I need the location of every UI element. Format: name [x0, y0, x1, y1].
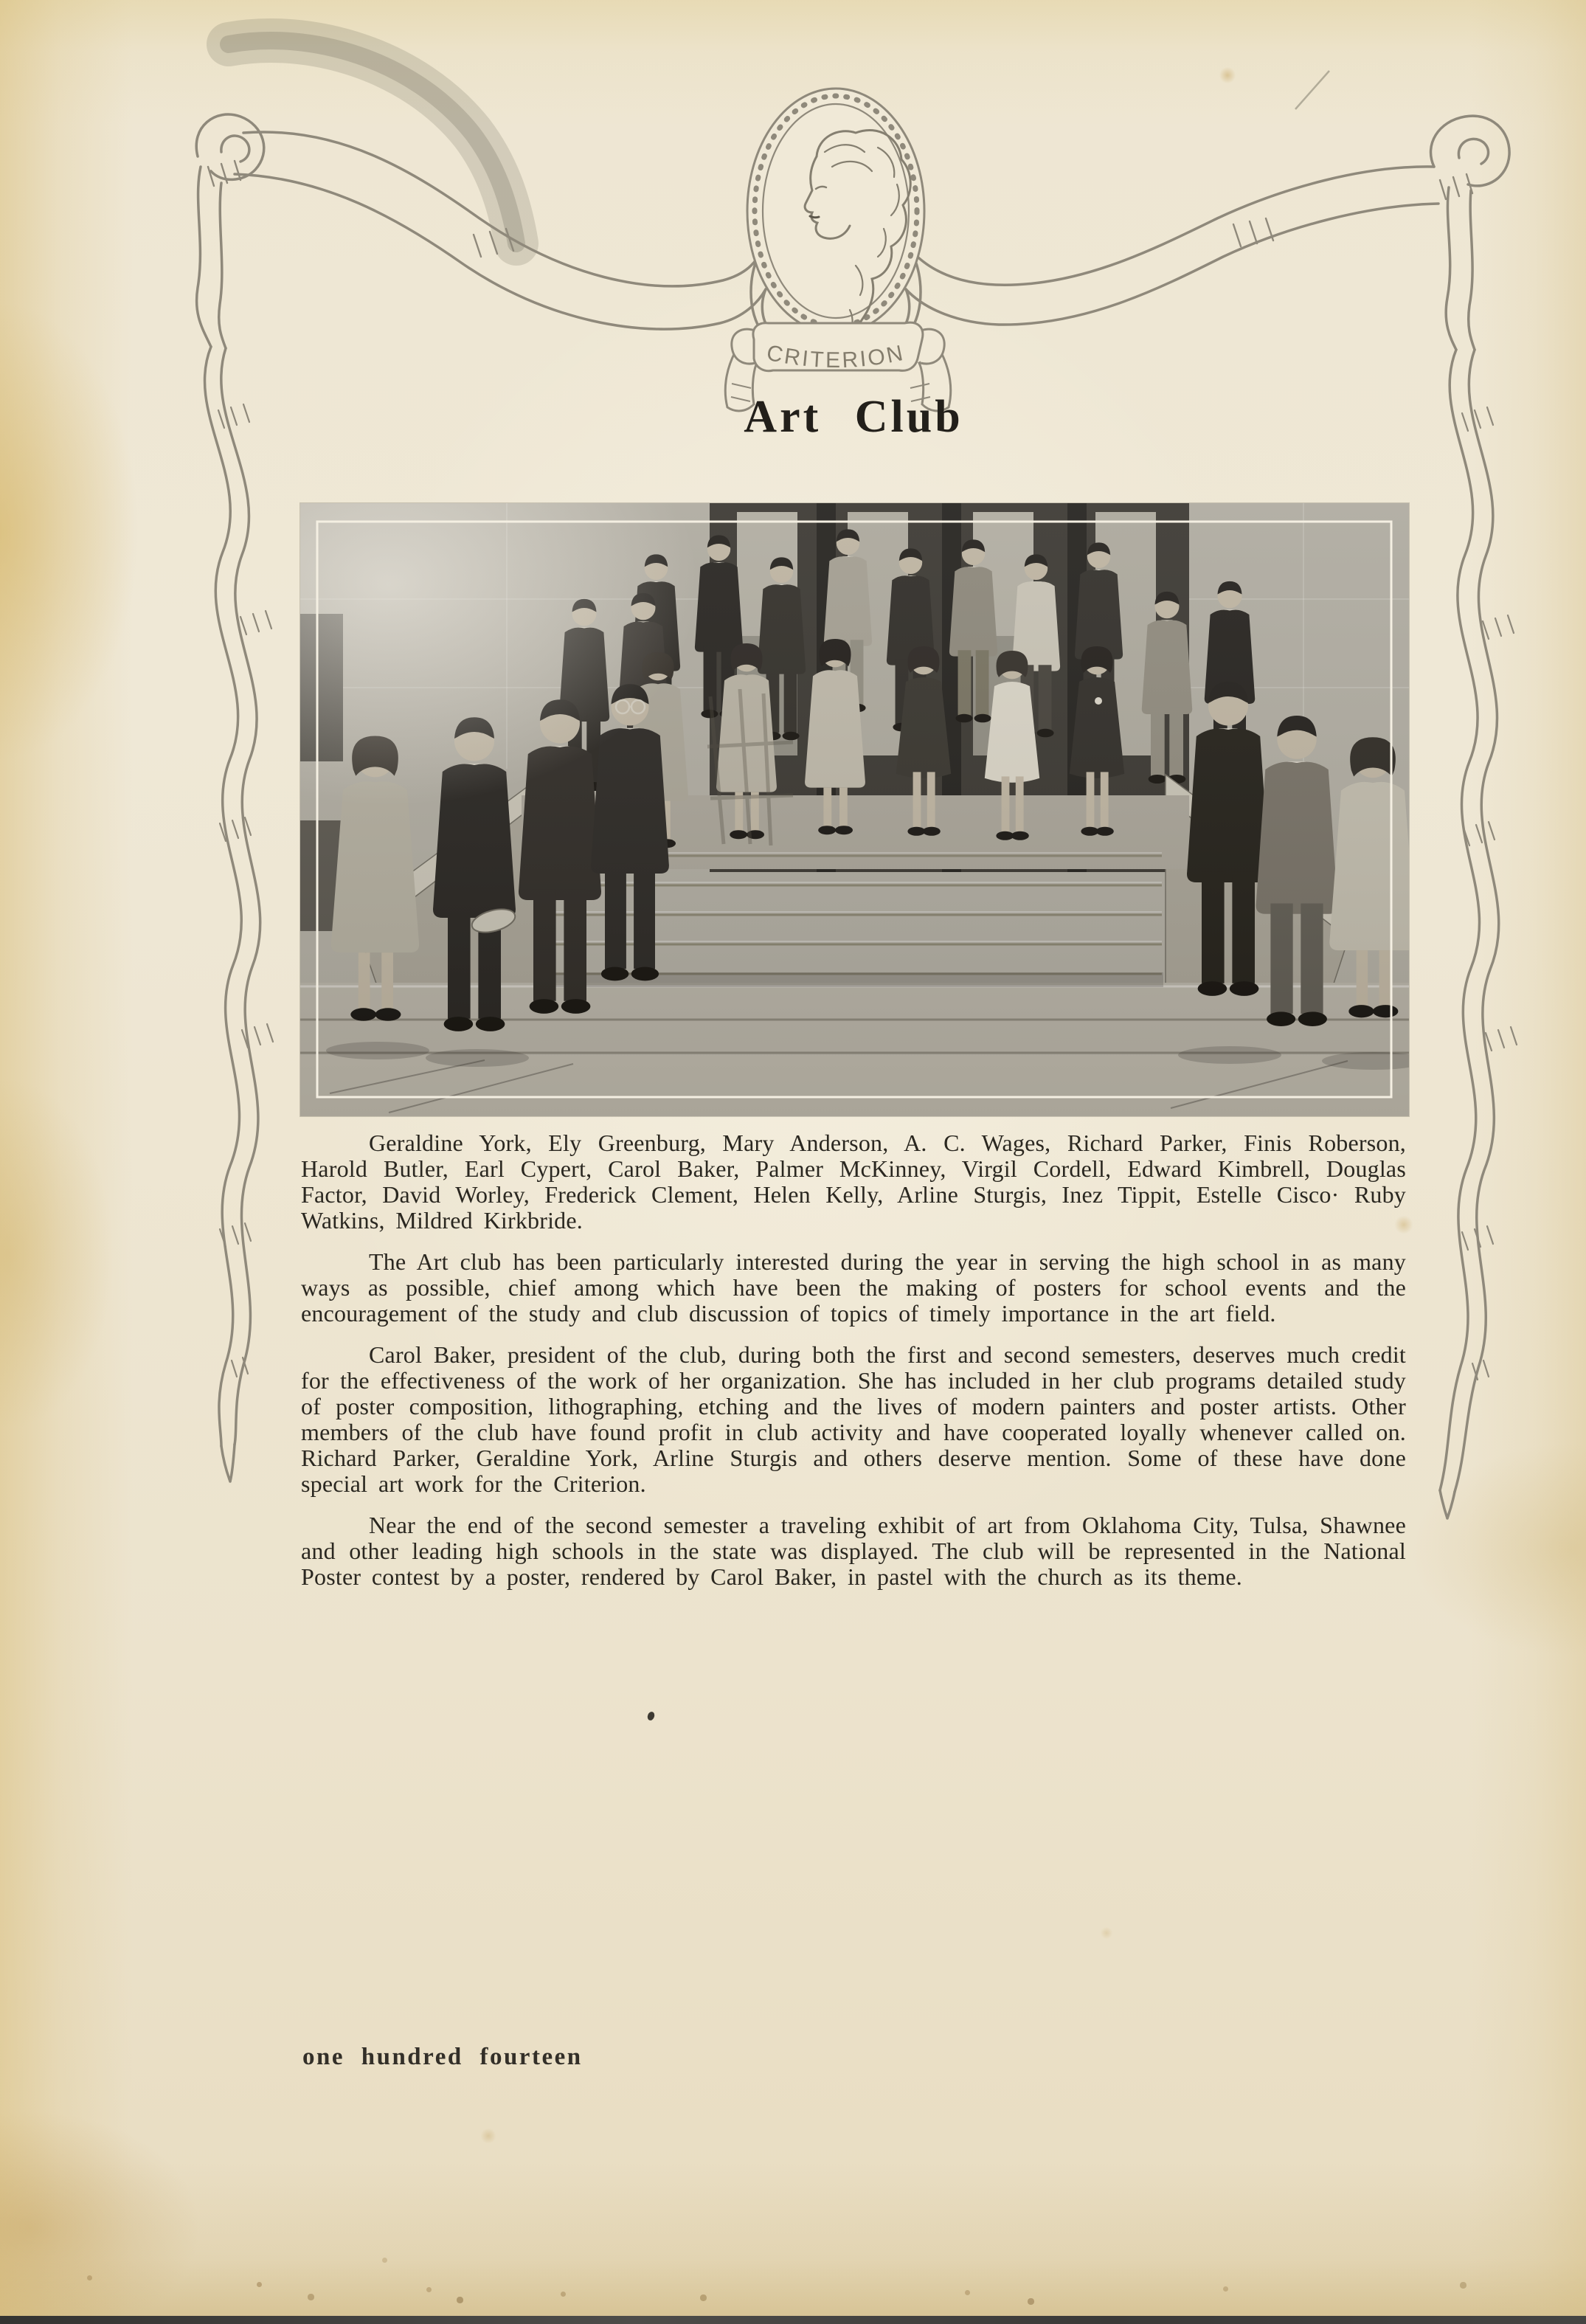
page-title: Art Club: [744, 392, 963, 442]
club-activities-paragraph: The Art club has been particularly interested during the year in serving the high school in as many ways as possible, chief among which have been the making of posters for school events and the encouragement of the study and club discussion of topics of timely importance in the art field.: [301, 1248, 1406, 1327]
criterion-medallion: [725, 89, 951, 411]
scratch-mark: [1295, 71, 1329, 109]
paper-speckles: [0, 0, 2, 2]
member-names-paragraph: Geraldine York, Ely Greenburg, Mary Anderson, A. C. Wages, Richard Parker, Finis Roberson, Harold Butler, Earl Cypert, Carol Baker, Palmer McKinney, Virgil Cordell, Edward Kimbrell, Douglas Factor, David Worley, Frederick Clement, Helen Kelly, Arline Sturgis, Inez Tippit, Estelle Cisco· Ruby Watkins, Mildred Kirkbride.: [301, 1130, 1406, 1234]
art-club-group-photo: [300, 503, 1409, 1116]
footer-page-number: one hundred fourteen: [302, 2044, 583, 2070]
club-president-paragraph: Carol Baker, president of the club, during both the first and second semesters, deserves much credit for the effectiveness of the work of her organization. She has included in her club programs detailed study of poster composition, lithographing, etching and the lives of modern painters and poster artists. Other members of the club have found profit in club activity and have cooperated loyally whenever called on. Richard Parker, Geraldine York, Arline Sturgis and others deserve mention. Some of these have done special art work for the Criterion.: [301, 1341, 1406, 1497]
criterion-banner-text: CRITERION: [764, 340, 907, 373]
article-text: [301, 1130, 1406, 1605]
scanner-edge-artifact: [0, 2316, 1586, 2324]
photo-tone-overlay: [300, 503, 1409, 1116]
art-exhibit-paragraph: Near the end of the second semester a traveling exhibit of art from Oklahoma City, Tulsa, Shawnee and other leading high schools in the state was displayed. The club will be represented in the National Poster contest by a poster, rendered by Carol Baker, in pastel with the church as its theme.: [301, 1512, 1406, 1590]
group-photo-scene: [300, 503, 1409, 1116]
